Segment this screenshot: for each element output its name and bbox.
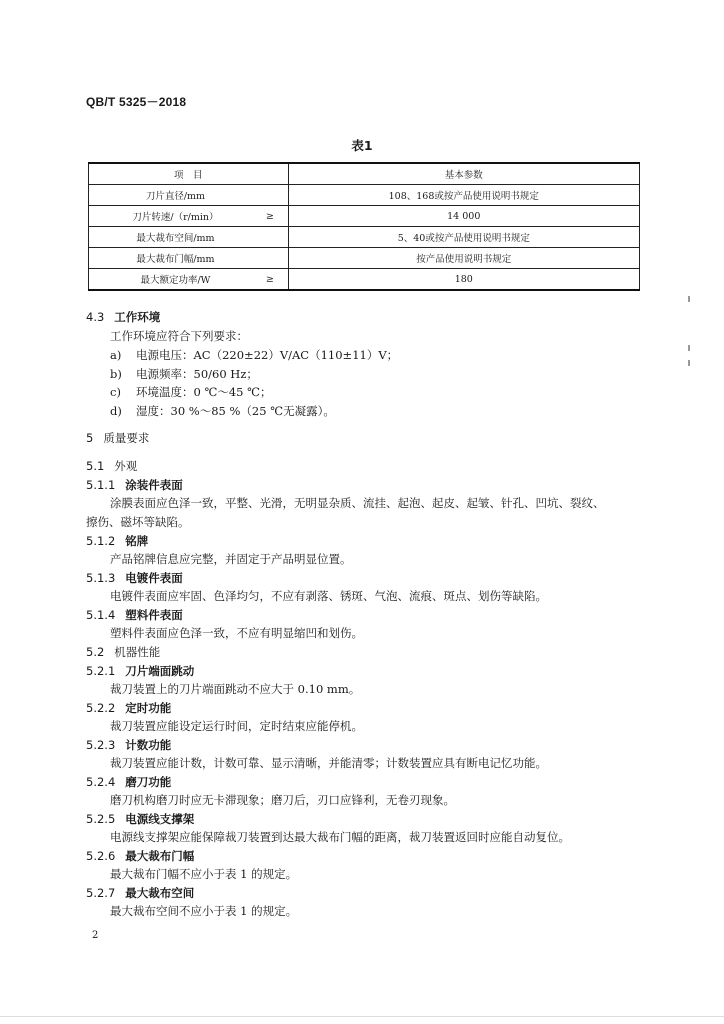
- list-item: [110, 347, 398, 363]
- section-heading-5: [86, 430, 149, 446]
- paragraph-line: 磨刀机构磨刀时应无卡滞现象；磨刀后，刃口应锋利，无卷刃现象。: [110, 793, 455, 807]
- section-heading-5-1-1: [86, 477, 183, 493]
- standard-code: QB/T 5325－2018: [86, 95, 187, 109]
- section-heading-5-1-3: [86, 570, 183, 586]
- section-title: 最大裁布空间: [125, 886, 195, 900]
- section-title: 磨刀功能: [125, 775, 172, 789]
- list-label: a): [110, 348, 122, 362]
- row-operator: [262, 248, 288, 269]
- section-number: 5.2.1: [86, 664, 116, 678]
- list-label: b): [110, 367, 122, 381]
- section-number: 5.1: [86, 459, 105, 473]
- section-heading-5-2-6: [86, 848, 194, 864]
- section-number: 5.1.3: [86, 571, 116, 585]
- section-number: 5.2.5: [86, 812, 116, 826]
- paragraph-line: 裁刀装置上的刀片端面跳动不应大于 0.10 mm。: [110, 682, 361, 696]
- section-heading-5-2-2: [86, 700, 171, 716]
- header-cell-item: 项 目: [89, 163, 289, 185]
- section-number: 5.1.4: [86, 608, 116, 622]
- paragraph-line: 电镀件表面应牢固、色泽均匀，不应有剥落、锈斑、气泡、流痕、斑点、划伤等缺陷。: [110, 589, 547, 603]
- section-number: 5.2.7: [86, 886, 116, 900]
- section-title: 铭牌: [125, 534, 149, 548]
- section-heading-5-2: [86, 644, 160, 660]
- row-value: 5、40或按产品使用说明书规定: [288, 227, 639, 248]
- paragraph-line: 电源线支撑架应能保障裁刀装置到达最大裁布门幅的距离，裁刀装置返回时应能自动复位。: [110, 830, 570, 844]
- section-number: 5.2: [86, 645, 105, 659]
- list-text: 电源电压：AC（220±22）V/AC（110±11）V；: [136, 348, 399, 362]
- paragraph-line: 擦伤、磁坏等缺陷。: [86, 515, 190, 529]
- row-value: 180: [288, 269, 639, 291]
- section-intro: 工作环境应符合下列要求：: [110, 329, 248, 343]
- row-name: 刀片转速/（r/min）: [89, 206, 262, 227]
- paragraph-line: 最大裁布门幅不应小于表 1 的规定。: [110, 867, 298, 881]
- row-value: 14 000: [288, 206, 639, 227]
- section-title: 塑料件表面: [125, 608, 183, 622]
- paragraph-line: 涂膜表面应色泽一致，平整、光滑，无明显杂质、流挂、起泡、起皮、起皱、针孔、凹坑、裂纹、: [110, 496, 605, 510]
- paragraph-line: 裁刀装置应能计数，计数可靠、显示清晰，并能清零；计数装置应具有断电记忆功能。: [110, 756, 547, 770]
- row-name: 刀片直径/mm: [89, 185, 262, 206]
- section-number: 5.1.2: [86, 534, 116, 548]
- row-value: 108、168或按产品使用说明书规定: [288, 185, 639, 206]
- list-text: 湿度：30 %～85 %（25 ℃无凝露）。: [136, 404, 335, 418]
- section-title: 定时功能: [125, 701, 172, 715]
- row-operator: ≥: [262, 206, 288, 227]
- paragraph-line: 最大裁布空间不应小于表 1 的规定。: [110, 904, 298, 918]
- section-heading-5-2-4: [86, 774, 171, 790]
- scan-artifact: [688, 345, 690, 351]
- row-value: 按产品使用说明书规定: [288, 248, 639, 269]
- header-cell-params: 基本参数: [288, 163, 639, 185]
- section-number: 5.2.2: [86, 701, 116, 715]
- section-title: 机器性能: [114, 645, 161, 659]
- section-number: 5.2.3: [86, 738, 116, 752]
- list-text: 环境温度：0 ℃～45 ℃；: [136, 385, 272, 399]
- table-row: [89, 227, 640, 248]
- section-heading-5-1: [86, 458, 137, 474]
- section-heading-5-1-2: [86, 533, 148, 549]
- list-label: c): [110, 385, 121, 399]
- scan-artifact: [688, 360, 690, 366]
- page-edge: [0, 1016, 724, 1017]
- section-heading-5-1-4: [86, 607, 183, 623]
- row-name: 最大裁布门幅/mm: [89, 248, 262, 269]
- table-row: [89, 206, 640, 227]
- section-number: 5.1.1: [86, 478, 116, 492]
- table-row: [89, 269, 640, 291]
- parameters-table: [88, 162, 640, 291]
- section-title: 工作环境: [114, 310, 161, 324]
- table-title: 表1: [351, 138, 373, 153]
- section-heading-5-2-1: [86, 663, 194, 679]
- row-name: 最大额定功率/W: [89, 269, 262, 291]
- table-row: [89, 248, 640, 269]
- list-item: [110, 366, 258, 382]
- section-heading-4-3: [86, 309, 160, 325]
- section-title: 电源线支撑架: [125, 812, 195, 826]
- section-title: 最大裁布门幅: [125, 849, 195, 863]
- row-operator: [262, 227, 288, 248]
- section-title: 涂装件表面: [125, 478, 183, 492]
- list-text: 电源频率：50/60 Hz；: [136, 367, 258, 381]
- row-operator: [262, 185, 288, 206]
- scan-artifact: [688, 296, 690, 302]
- paragraph-line: 塑料件表面应色泽一致，不应有明显缩凹和划伤。: [110, 626, 363, 640]
- section-title: 外观: [114, 459, 138, 473]
- section-title: 电镀件表面: [125, 571, 183, 585]
- section-number: 5.2.6: [86, 849, 116, 863]
- list-label: d): [110, 404, 122, 418]
- row-name: 最大裁布空间/mm: [89, 227, 262, 248]
- section-title: 质量要求: [103, 431, 150, 445]
- section-heading-5-2-5: [86, 811, 194, 827]
- list-item: [110, 403, 335, 419]
- section-title: 计数功能: [125, 738, 172, 752]
- page-number: 2: [92, 930, 99, 941]
- table-row: [89, 185, 640, 206]
- table-header-row: [89, 163, 640, 185]
- paragraph-line: 产品铭牌信息应完整，并固定于产品明显位置。: [110, 552, 352, 566]
- section-number: 4.3: [86, 310, 105, 324]
- paragraph-line: 裁刀装置应能设定运行时间，定时结束应能停机。: [110, 719, 363, 733]
- section-heading-5-2-3: [86, 737, 171, 753]
- section-number: 5.2.4: [86, 775, 116, 789]
- row-operator: ≥: [262, 269, 288, 291]
- section-number: 5: [86, 431, 94, 445]
- section-title: 刀片端面跳动: [125, 664, 195, 678]
- list-item: [110, 384, 272, 400]
- section-heading-5-2-7: [86, 885, 194, 901]
